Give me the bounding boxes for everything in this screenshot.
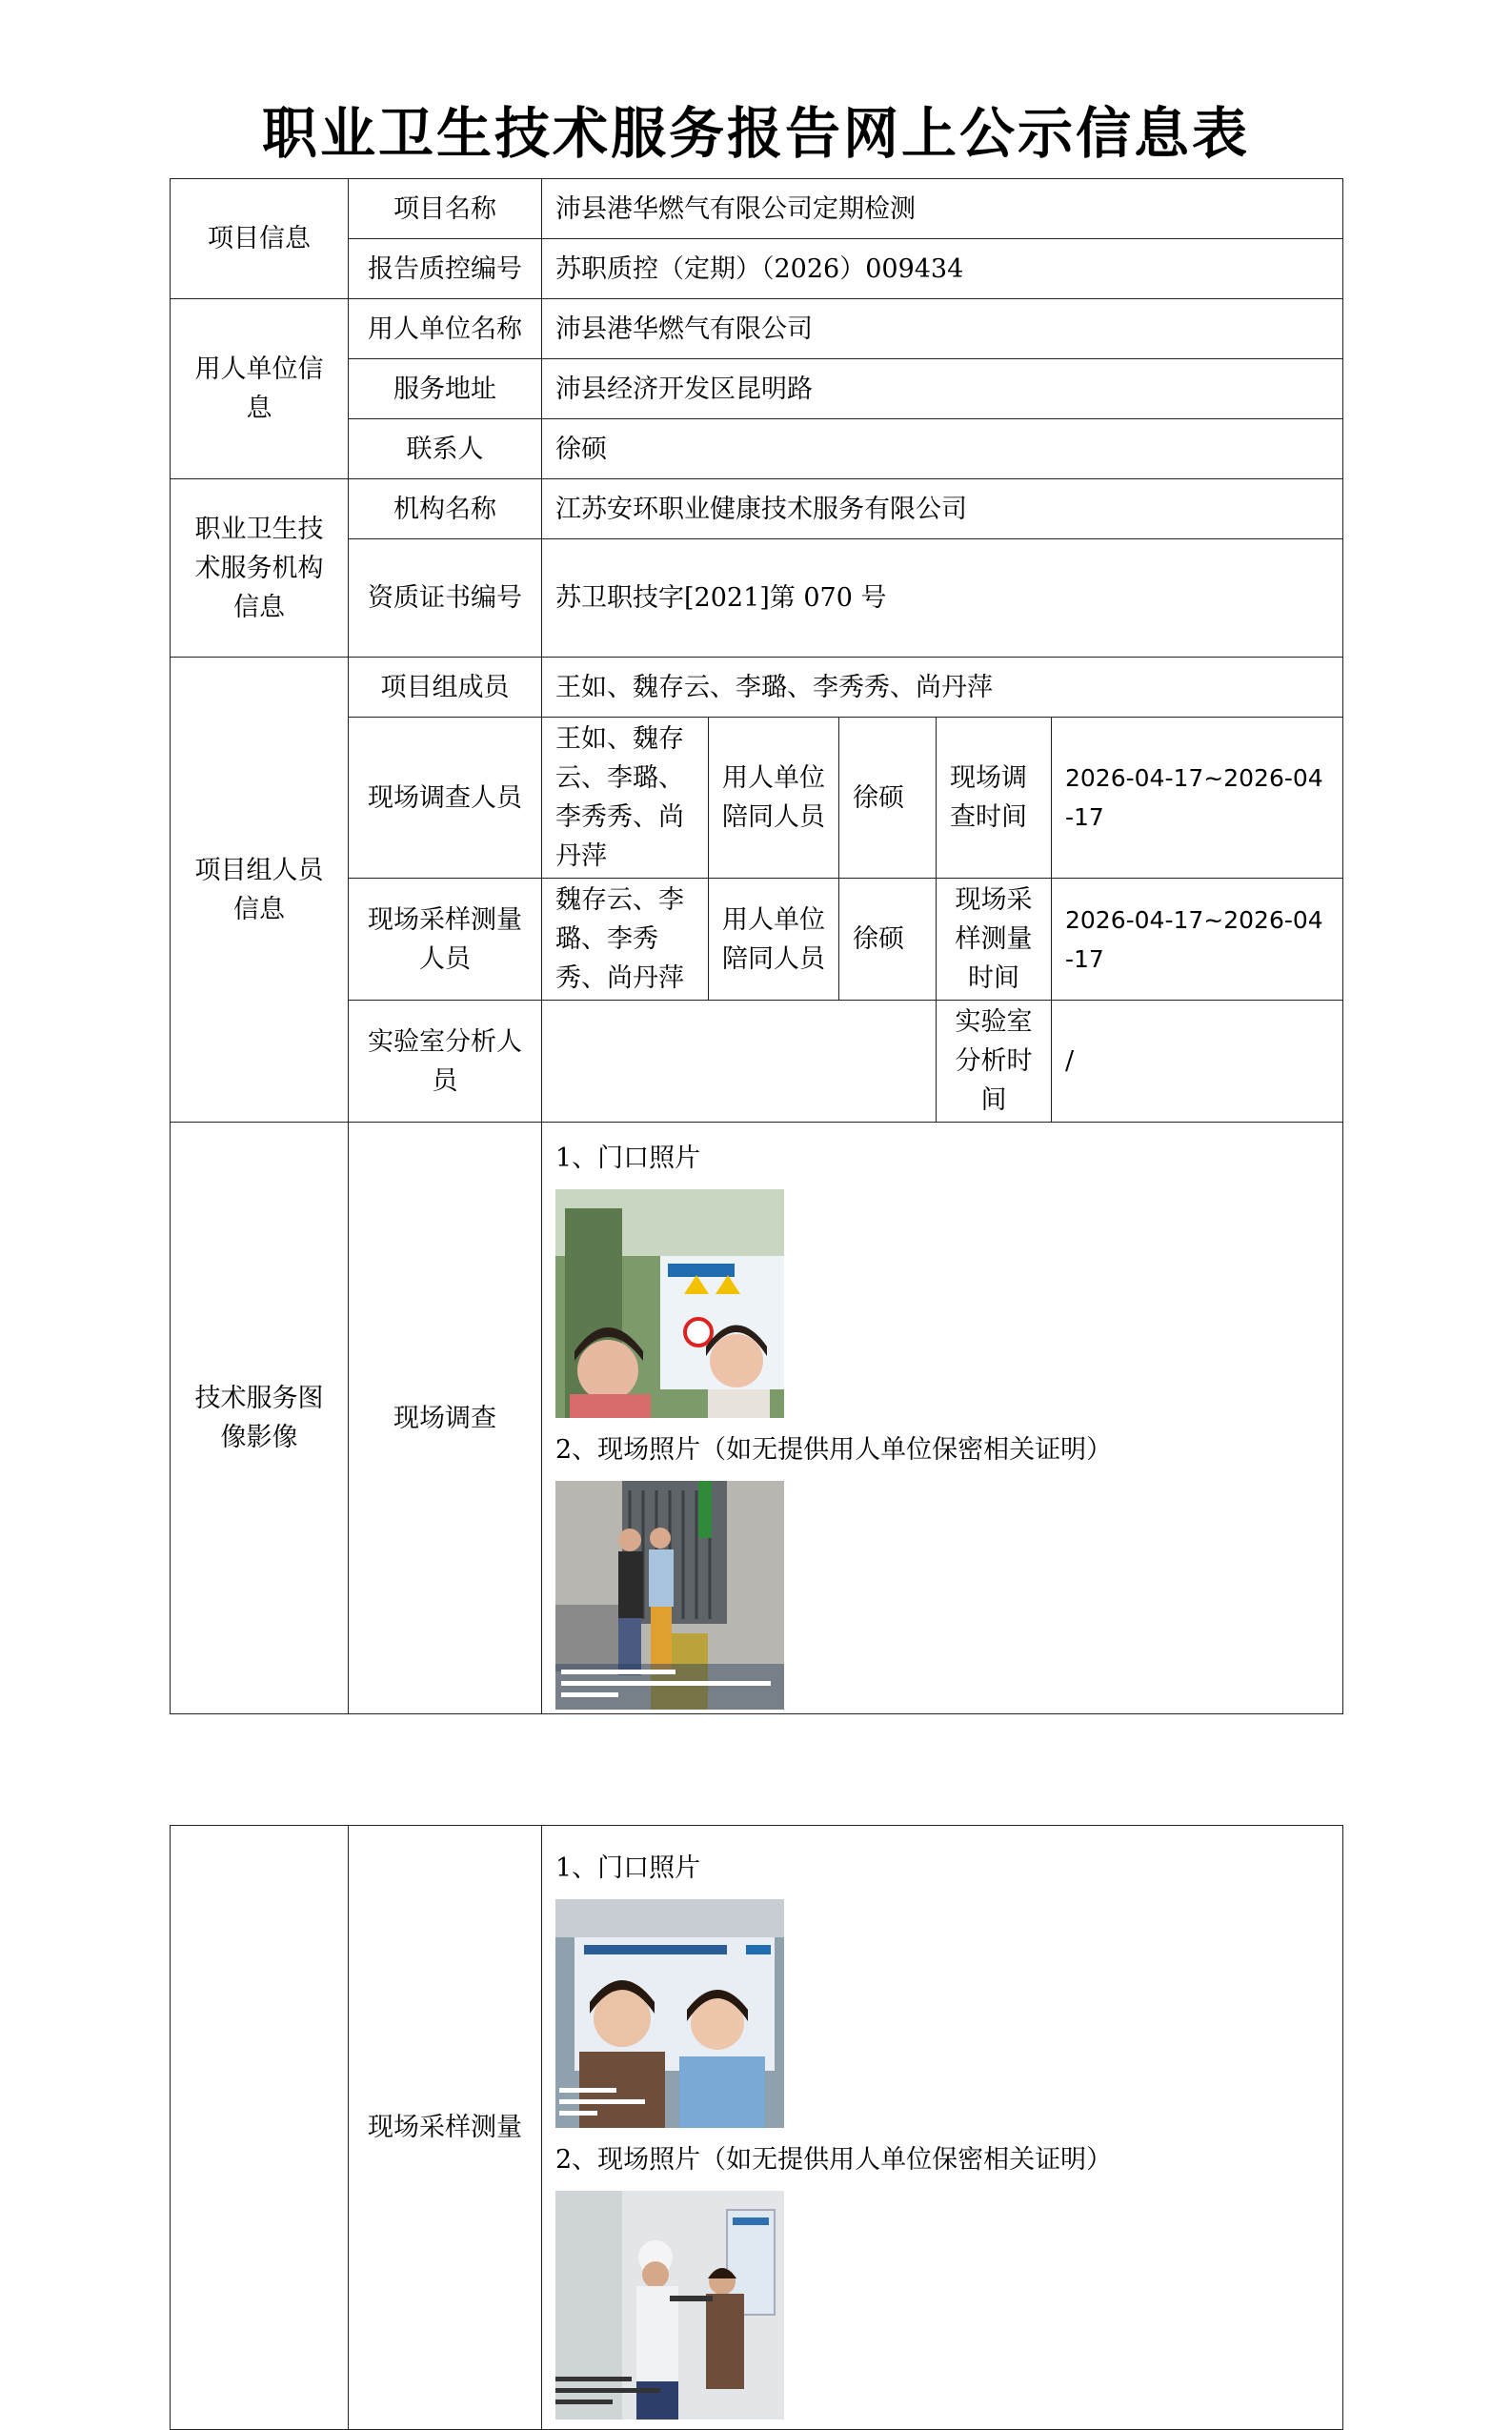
lab-people-label: 实验室分析人员 bbox=[349, 1001, 542, 1123]
employer-name: 沛县港华燃气有限公司 bbox=[542, 299, 1343, 359]
team-members: 王如、魏存云、李璐、李秀秀、尚丹萍 bbox=[542, 658, 1343, 718]
survey-time-label: 现场调查时间 bbox=[937, 718, 1052, 879]
sampling-time-label: 现场采样测量时间 bbox=[937, 879, 1052, 1001]
employer-name-label: 用人单位名称 bbox=[349, 299, 542, 359]
lab-time: / bbox=[1052, 1001, 1343, 1123]
cert-number-label: 资质证书编号 bbox=[349, 539, 542, 658]
cert-number: 苏卫职技字[2021]第 070 号 bbox=[542, 539, 1343, 658]
project-section-label: 项目信息 bbox=[171, 179, 349, 299]
sampling-accompany: 徐硕 bbox=[839, 879, 937, 1001]
sampling-time: 2026-04-17~2026-04-17 bbox=[1052, 879, 1343, 1001]
team-section-label: 项目组人员信息 bbox=[171, 658, 349, 1123]
report-code: 苏职质控（定期）（2026）009434 bbox=[542, 239, 1343, 299]
sampling-accompany-label: 用人单位陪同人员 bbox=[709, 879, 839, 1001]
report-code-label: 报告质控编号 bbox=[349, 239, 542, 299]
survey-people: 王如、魏存云、李璐、李秀秀、尚丹萍 bbox=[542, 718, 709, 879]
project-name-label: 项目名称 bbox=[349, 179, 542, 239]
sampling-people-label: 现场采样测量人员 bbox=[349, 879, 542, 1001]
contact-label: 联系人 bbox=[349, 419, 542, 479]
sampling-images-cell bbox=[542, 1826, 1343, 2430]
survey-time: 2026-04-17~2026-04-17 bbox=[1052, 718, 1343, 879]
sampling-door-photo-caption: 1、门口照片 bbox=[555, 1853, 701, 1883]
sampling-images-label: 现场采样测量 bbox=[349, 1826, 542, 2430]
agency-section-label: 职业卫生技术服务机构信息 bbox=[171, 479, 349, 658]
sampling-people: 魏存云、李璐、李秀秀、尚丹萍 bbox=[542, 879, 709, 1001]
lab-time-label: 实验室分析时间 bbox=[937, 1001, 1052, 1123]
sampling-site-photo bbox=[555, 2191, 784, 2420]
agency-name: 江苏安环职业健康技术服务有限公司 bbox=[542, 479, 1343, 539]
project-name: 沛县港华燃气有限公司定期检测 bbox=[542, 179, 1343, 239]
lab-people bbox=[542, 1001, 937, 1123]
door-photo-caption: 1、门口照片 bbox=[555, 1144, 701, 1173]
survey-images-label: 现场调查 bbox=[349, 1123, 542, 1714]
survey-accompany: 徐硕 bbox=[839, 718, 937, 879]
page-title: 职业卫生技术服务报告网上公示信息表 bbox=[261, 101, 1250, 166]
survey-images-cell bbox=[542, 1123, 1343, 1714]
sampling-door-photo bbox=[555, 1899, 784, 2128]
info-table-continued bbox=[170, 1825, 1343, 2430]
images-section-label: 技术服务图像影像 bbox=[171, 1123, 349, 1714]
sampling-site-photo-caption: 2、现场照片（如无提供用人单位保密相关证明） bbox=[555, 2144, 1113, 2175]
service-address-label: 服务地址 bbox=[349, 359, 542, 419]
agency-name-label: 机构名称 bbox=[349, 479, 542, 539]
contact-name: 徐硕 bbox=[542, 419, 1343, 479]
site-photo bbox=[555, 1481, 784, 1710]
service-address: 沛县经济开发区昆明路 bbox=[542, 359, 1343, 419]
info-table bbox=[170, 178, 1343, 1714]
continued-section-cell bbox=[171, 1826, 349, 2430]
employer-section-label: 用人单位信息 bbox=[171, 299, 349, 479]
door-photo bbox=[555, 1189, 784, 1418]
site-photo-caption: 2、现场照片（如无提供用人单位保密相关证明） bbox=[555, 1435, 1113, 1465]
team-members-label: 项目组成员 bbox=[349, 658, 542, 718]
survey-accompany-label: 用人单位陪同人员 bbox=[709, 718, 839, 879]
survey-people-label: 现场调查人员 bbox=[349, 718, 542, 879]
